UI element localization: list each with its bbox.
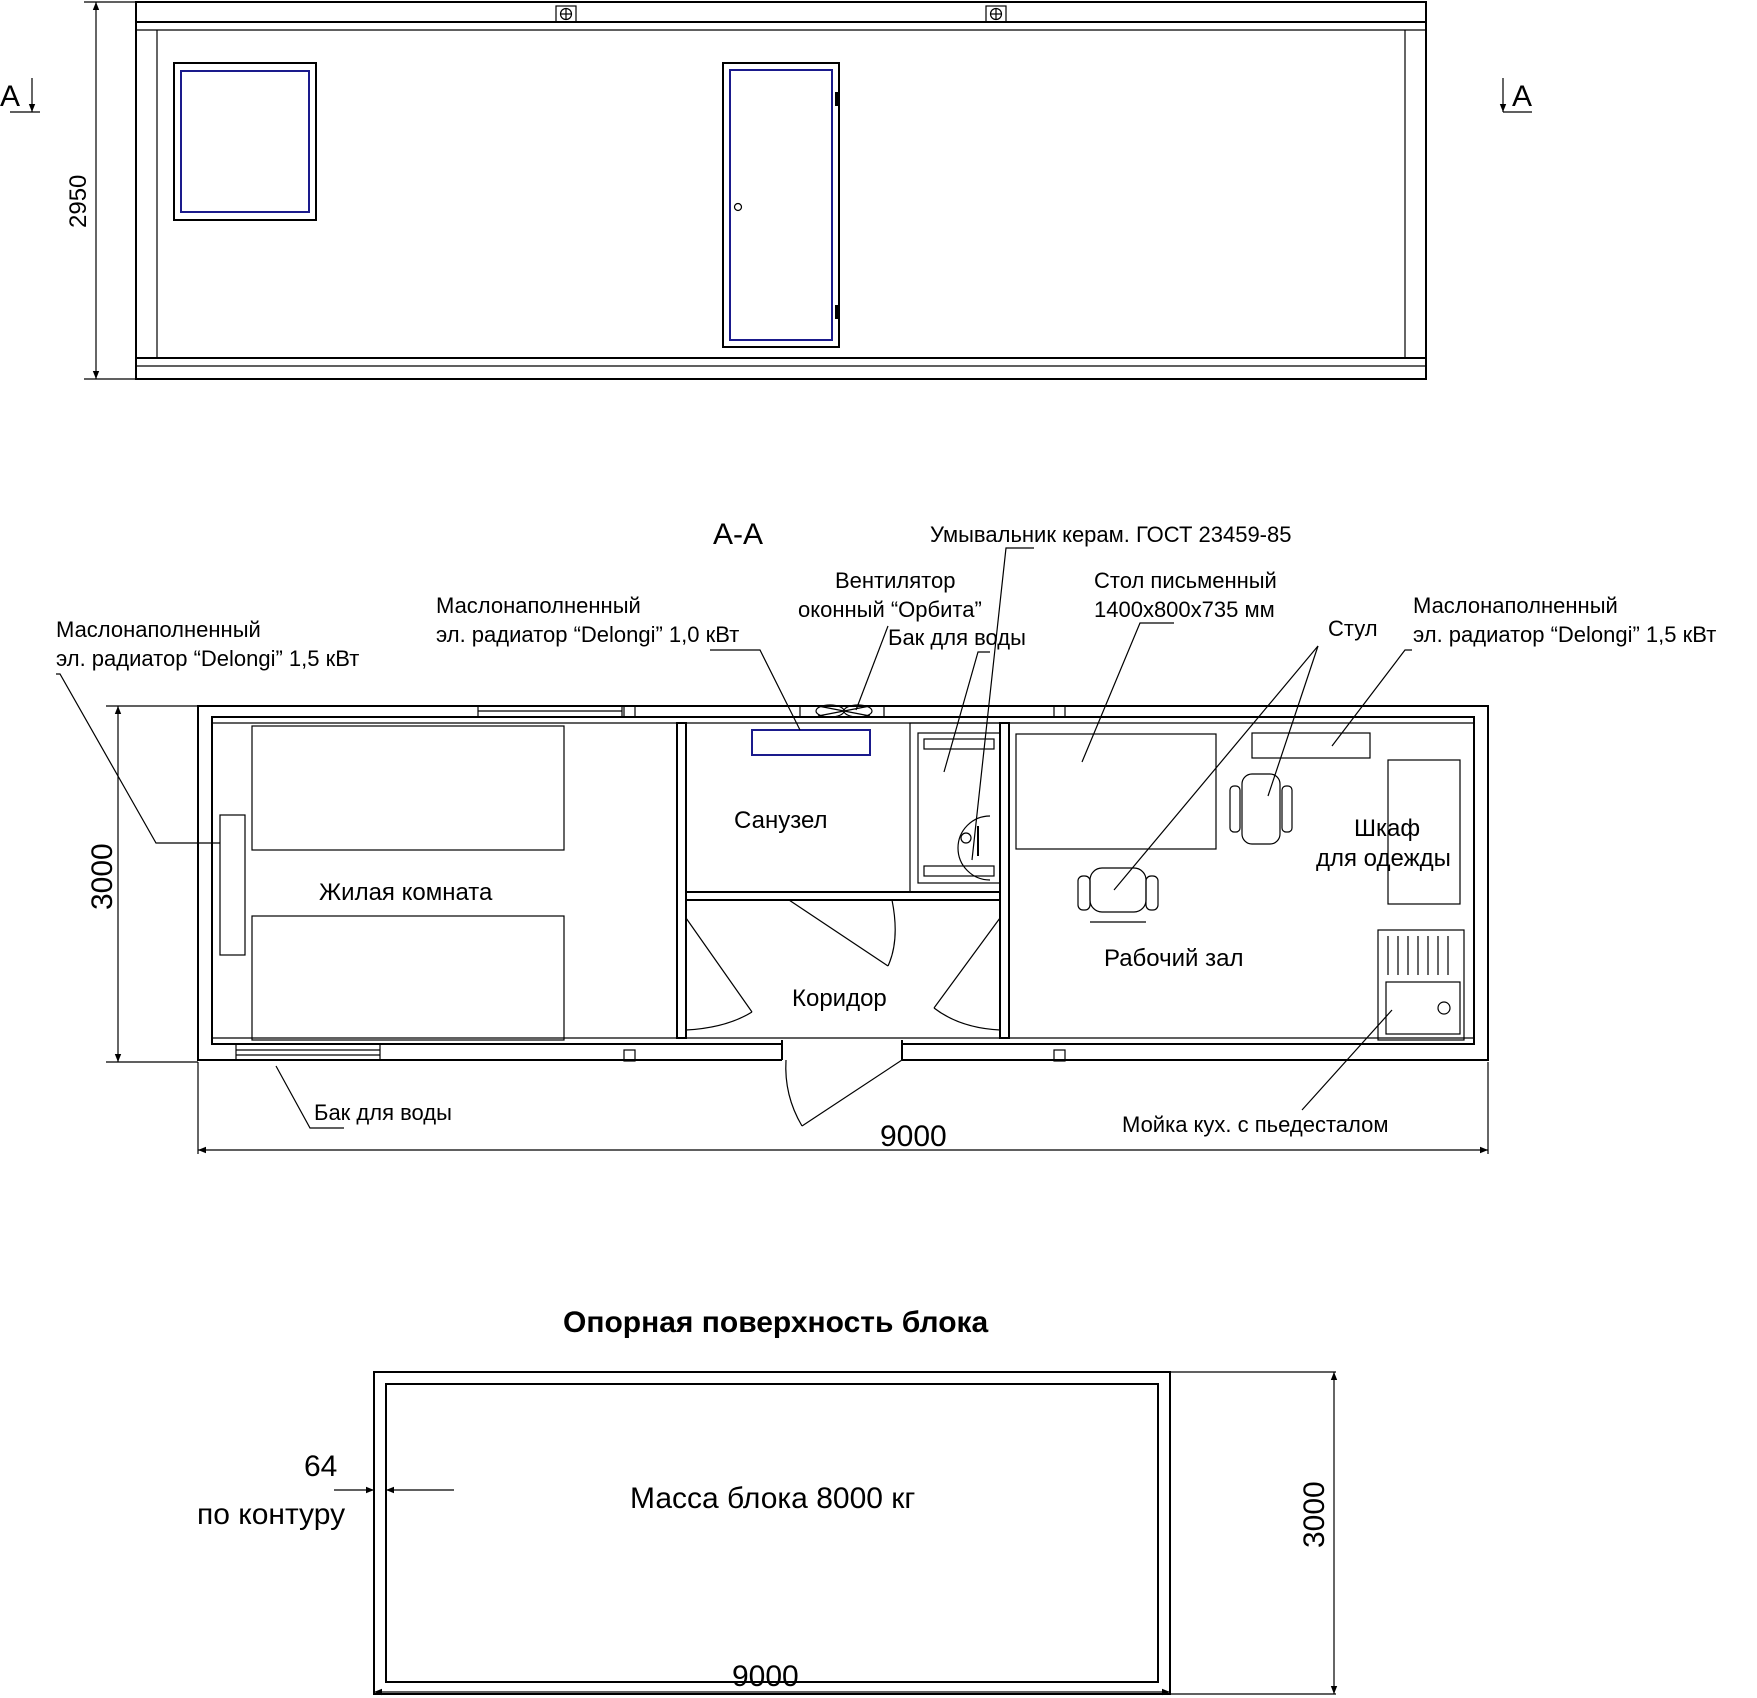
callout-radiator-right-2: эл. радиатор “Delongi” 1,5 кВт xyxy=(1413,622,1717,647)
callout-desk: Стол письменный xyxy=(1094,568,1277,593)
bed xyxy=(252,726,564,850)
water-tank xyxy=(918,733,1000,883)
plan-width-label: 9000 xyxy=(880,1120,947,1153)
callout-sink: Мойка кух. с пьедесталом xyxy=(1122,1112,1389,1137)
window xyxy=(478,706,622,717)
callout-washbasin: Умывальник керам. ГОСТ 23459-85 xyxy=(930,522,1292,547)
washbasin-icon xyxy=(958,816,990,880)
lifting-eye-icon xyxy=(556,6,576,22)
bed xyxy=(252,916,564,1040)
sink xyxy=(1378,930,1464,1040)
callout-radiator-mid-2: эл. радиатор “Delongi” 1,0 кВт xyxy=(436,622,740,647)
mass-label: Масса блока 8000 кг xyxy=(630,1482,916,1515)
elevation-view xyxy=(0,2,1532,379)
base-depth-label: 3000 xyxy=(1298,1481,1331,1548)
room-label-work-hall: Рабочий зал xyxy=(1104,945,1244,972)
elevation-outline xyxy=(136,2,1426,379)
callout-radiator-right: Маслонаполненный xyxy=(1413,593,1618,618)
room-label-wardrobe: Шкаф xyxy=(1354,815,1421,842)
radiator xyxy=(752,730,870,755)
base-title: Опорная поверхность блока xyxy=(563,1306,989,1339)
callout-desk-2: 1400х800х735 мм xyxy=(1094,597,1275,622)
desk xyxy=(1016,734,1216,849)
radiator xyxy=(1252,733,1370,758)
door xyxy=(723,63,839,347)
lifting-eye-icon xyxy=(986,6,1006,22)
section-title: A-A xyxy=(713,518,764,551)
callout-fan-2: оконный “Орбита” xyxy=(798,597,982,622)
base-surface xyxy=(197,1306,1336,1694)
callout-radiator-mid: Маслонаполненный xyxy=(436,593,641,618)
room-label-living: Жилая комната xyxy=(319,879,493,906)
contour-value: 64 xyxy=(304,1450,338,1483)
window xyxy=(174,63,316,220)
callout-chair: Стул xyxy=(1328,616,1378,641)
radiator xyxy=(220,815,245,955)
room-label-corridor: Коридор xyxy=(792,985,887,1012)
callout-tank-top: Бак для воды xyxy=(888,625,1026,650)
room-label-bathroom: Санузел xyxy=(734,807,828,834)
section-mark-right: A xyxy=(1512,80,1533,113)
door-handle-icon xyxy=(735,204,742,211)
room-label-wardrobe-2: для одежды xyxy=(1316,845,1451,872)
plan-depth-label: 3000 xyxy=(86,843,119,910)
callout-radiator-left-2: эл. радиатор “Delongi” 1,5 кВт xyxy=(56,646,360,671)
base-width-label: 9000 xyxy=(732,1660,799,1693)
base-outline xyxy=(374,1372,1170,1694)
chair-icon xyxy=(1078,868,1158,922)
callout-tank-bottom: Бак для воды xyxy=(314,1100,452,1125)
section-mark-left: A xyxy=(0,80,21,113)
floor-plan xyxy=(56,518,1716,1154)
contour-label: по контуру xyxy=(197,1498,346,1531)
window xyxy=(236,1044,380,1060)
callout-fan: Вентилятор xyxy=(835,568,956,593)
elevation-height-label: 2950 xyxy=(65,174,92,228)
callout-radiator-left: Маслонаполненный xyxy=(56,617,261,642)
chair-icon xyxy=(1230,774,1292,844)
